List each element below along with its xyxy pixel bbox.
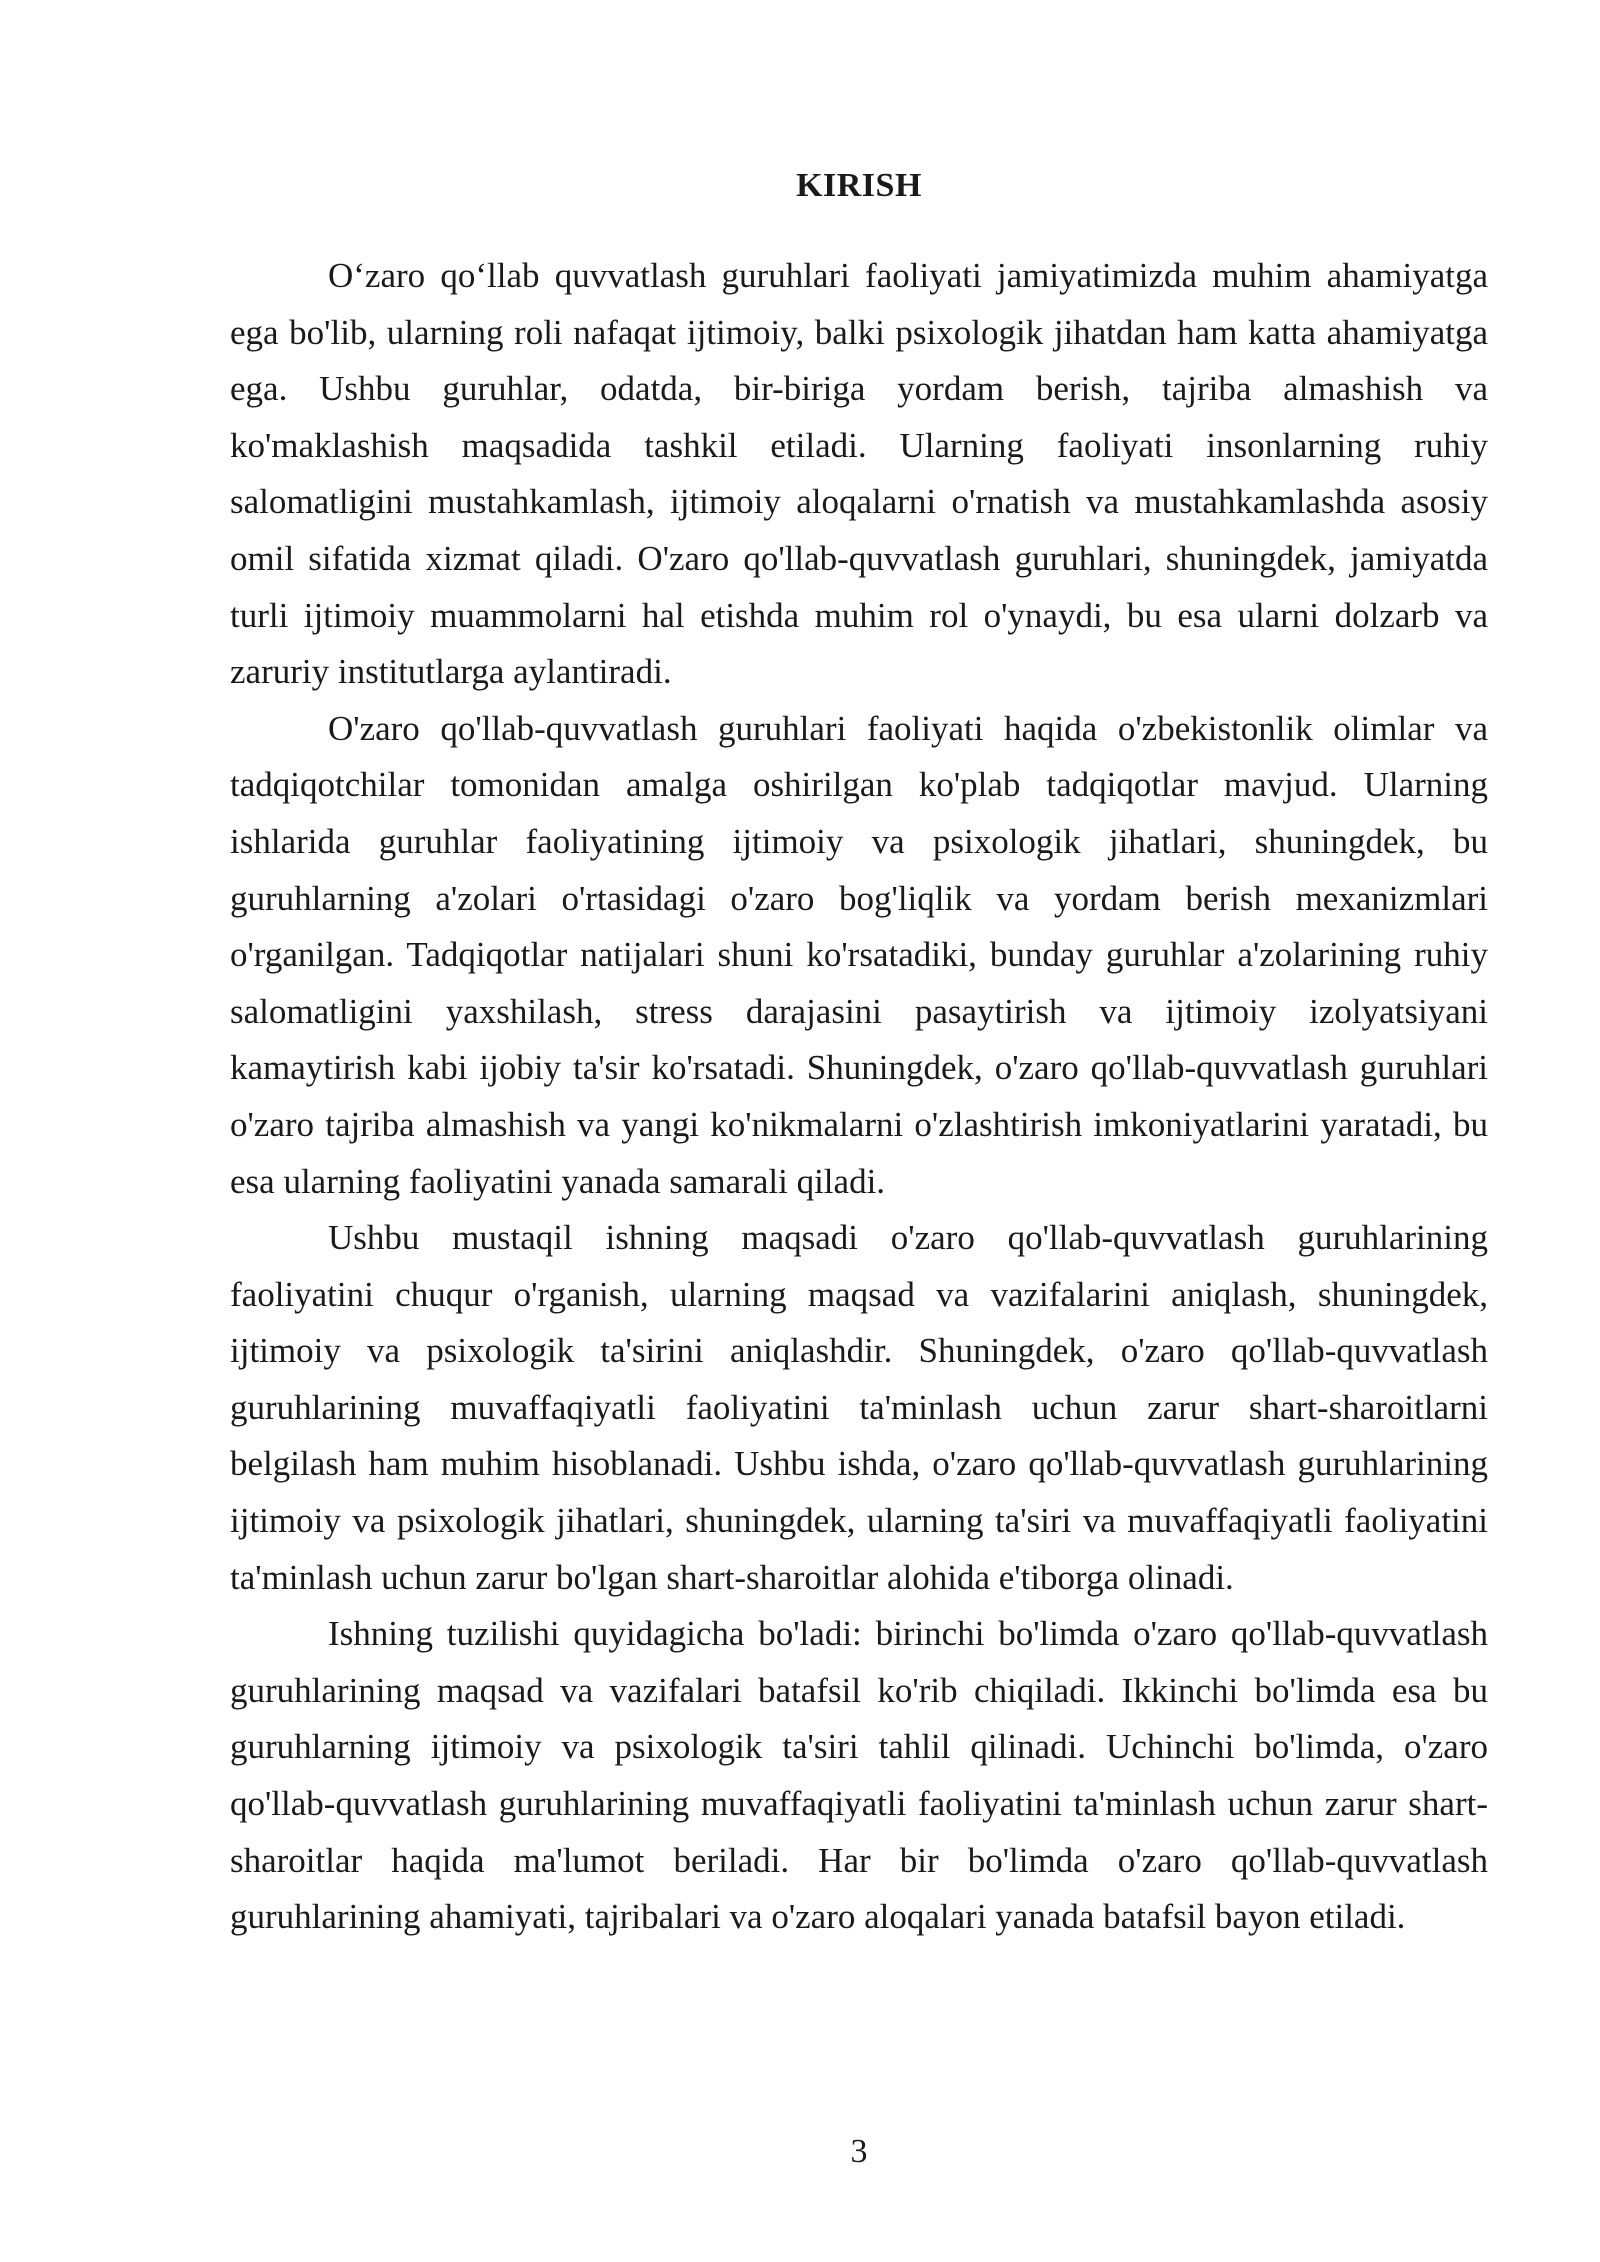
paragraph-2: O'zaro qo'llab-quvvatlash guruhlari faoliyati haqida o'zbekistonlik olimlar va tadqiqotchilar tomonidan amalga oshirilgan ko'plab tadqiqotlar mavjud. Ularning ishlarida guruhlar faoliyatining ijtimoiy va psixologik jihatlari, shuningdek, bu guruhlarning a'zolari o'rtasidagi o'zaro bog'liqlik va yordam berish mexanizmlari o'rganilgan. Tadqiqotlar natijalari shuni ko'rsatadiki, bunday guruhlar a'zolarining ruhiy salomatligini yaxshilash, stress darajasini pasaytirish va ijtimoiy izolyatsiyani kamaytirish kabi ijobiy ta'sir ko'rsatadi. Shuningdek, o'zaro qo'llab-quvvatlash guruhlari o'zaro tajriba almashish va yangi ko'nikmalarni o'zlashtirish imkoniyatlarini yaratadi, bu esa ularning faoliyatini yanada samarali qiladi.: [230, 708, 1488, 1201]
page-title: KIRISH: [796, 167, 922, 204]
paragraph-3: Ushbu mustaqil ishning maqsadi o'zaro qo'llab-quvvatlash guruhlarining faoliyatini chuqur o'rganish, ularning maqsad va vazifalarini aniqlash, shuningdek, ijtimoiy va psixologik ta'sirini aniqlashdir. Shuningdek, o'zaro qo'llab-quvvatlash guruhlarining muvaffaqiyatli faoliyatini ta'minlash uchun zarur shart-sharoitlarni belgilash ham muhim hisoblanadi. Ushbu ishda, o'zaro qo'llab-quvvatlash guruhlarining ijtimoiy va psixologik jihatlari, shuningdek, ularning ta'siri va muvaffaqiyatli faoliyatini ta'minlash uchun zarur bo'lgan shart-sharoitlar alohida e'tiborga olinadi.: [230, 1218, 1488, 1597]
paragraph-1: O‘zaro qo‘llab quvvatlash guruhlari faoliyati jamiyatimizda muhim ahamiyatga ega bo'lib, ularning roli nafaqat ijtimoiy, balki psixologik jihatdan ham katta ahamiyatga ega. Ushbu guruhlar, odatda, bir-biriga yordam berish, tajriba almashish va ko'maklashish maqsadida tashkil etiladi. Ularning faoliyati insonlarning ruhiy salomatligini mustahkamlash, ijtimoiy aloqalarni o'rnatish va mustahkamlashda asosiy omil sifatida xizmat qiladi. O'zaro qo'llab-quvvatlash guruhlari, shuningdek, jamiyatda turli ijtimoiy muammolarni hal etishda muhim rol o'ynaydi, bu esa ularni dolzarb va zaruriy institutlarga aylantiradi.: [230, 256, 1488, 692]
document-body: [230, 248, 1488, 1946]
paragraph-4: Ishning tuzilishi quyidagicha bo'ladi: birinchi bo'limda o'zaro qo'llab-quvvatlash guruhlarining maqsad va vazifalari batafsil ko'rib chiqiladi. Ikkinchi bo'limda esa bu guruhlarning ijtimoiy va psixologik ta'siri tahlil qilinadi. Uchinchi bo'limda, o'zaro qo'llab-quvvatlash guruhlarining muvaffaqiyatli faoliyatini ta'minlash uchun zarur shart-sharoitlar haqida ma'lumot beriladi. Har bir bo'limda o'zaro qo'llab-quvvatlash guruhlarining ahamiyati, tajribalari va o'zaro aloqalari yanada batafsil bayon etiladi.: [230, 1614, 1488, 1937]
page-number: 3: [850, 2133, 868, 2170]
